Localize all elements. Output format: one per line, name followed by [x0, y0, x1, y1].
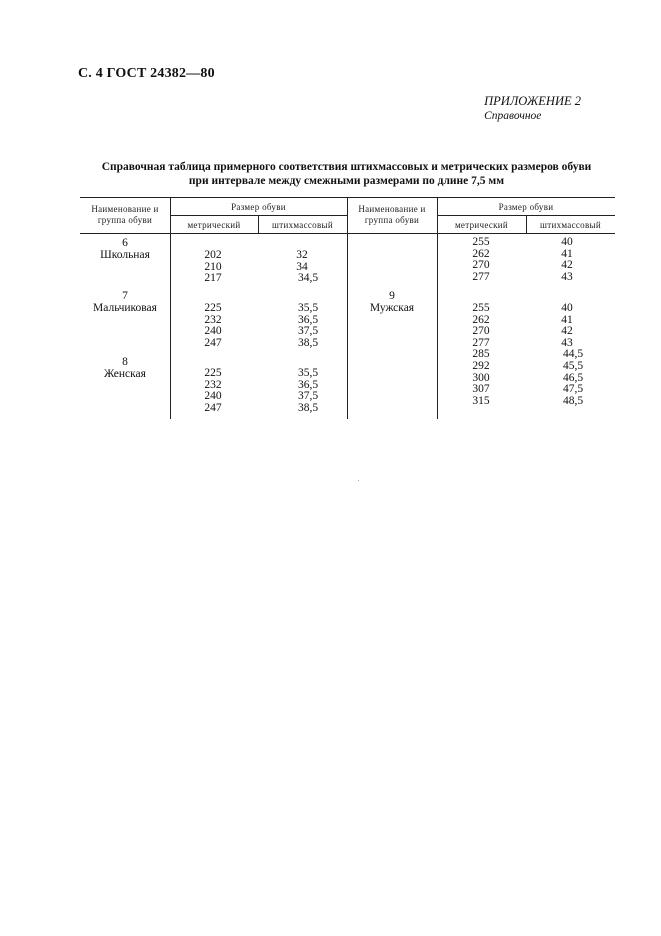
stich-size: 35,5 — [297, 302, 319, 314]
metric-size: 210 — [204, 260, 222, 273]
stich-size: 45,5 — [562, 360, 584, 372]
group-name: Женская — [104, 368, 146, 380]
metric-size: 232 — [204, 378, 222, 391]
stich-size: 43 — [561, 336, 573, 349]
header-size-left: Размер обуви — [231, 202, 286, 212]
stich-size: 43 — [561, 270, 573, 283]
stich-size: 36,5 — [297, 313, 319, 326]
page-header: С. 4 ГОСТ 24382—80 — [78, 66, 215, 81]
stich-size: 40 — [561, 236, 573, 248]
header-group-name-left: Наименование и группа обуви — [91, 204, 159, 225]
metric-size: 285 — [472, 348, 490, 361]
group-number: 6 — [122, 237, 128, 249]
stich-size: 42 — [561, 325, 573, 338]
stich-size: 37,5 — [297, 325, 319, 338]
appendix-title: ПРИЛОЖЕНИЕ 2 — [484, 94, 581, 108]
metric-size: 315 — [472, 394, 490, 407]
metric-size: 202 — [204, 249, 222, 261]
stich-size: 38,5 — [297, 401, 319, 414]
metric-size: 240 — [204, 325, 222, 338]
metric-size: 255 — [472, 236, 490, 248]
stich-size: 35,5 — [297, 367, 319, 379]
group-name: Мужская — [369, 302, 415, 314]
stich-size: 46,5 — [562, 371, 584, 384]
appendix-type: Справочное — [484, 110, 542, 122]
stich-size: 47,5 — [562, 383, 584, 396]
stich-size: 38,5 — [297, 336, 319, 349]
group-number: 8 — [122, 356, 128, 368]
metric-size: 225 — [204, 302, 222, 314]
metric-size: 292 — [472, 360, 490, 372]
size-correspondence-table — [80, 197, 615, 419]
stich-size: 42 — [561, 259, 573, 272]
metric-size: 277 — [472, 336, 490, 349]
stich-size: 34 — [296, 260, 308, 273]
metric-size: 232 — [204, 313, 222, 326]
group-name: Мальчиковая — [93, 302, 157, 314]
metric-size: 247 — [204, 336, 222, 349]
header-stich-right: штихмассовый — [539, 220, 601, 230]
header-size-right: Размер обуви — [498, 202, 554, 212]
metric-size: 240 — [204, 390, 222, 403]
stich-size: 41 — [561, 247, 573, 260]
metric-size: 300 — [472, 371, 490, 384]
metric-size: 247 — [204, 401, 222, 414]
stich-size: 34,5 — [297, 272, 319, 285]
stich-size: 40 — [561, 302, 573, 314]
stich-size: 41 — [561, 313, 573, 326]
metric-size: 262 — [472, 313, 490, 326]
stich-size: 36,5 — [297, 378, 319, 391]
stich-size: 37,5 — [297, 390, 319, 403]
header-stich-left: штихмассовый — [271, 220, 333, 230]
stich-size: 32 — [296, 249, 308, 261]
metric-size: 277 — [472, 270, 490, 283]
metric-size: 225 — [204, 367, 222, 379]
metric-size: 307 — [472, 383, 490, 396]
metric-size: 217 — [204, 272, 222, 285]
metric-size: 270 — [472, 259, 490, 272]
header-metric-left: метрический — [187, 220, 241, 230]
metric-size: 262 — [472, 247, 490, 260]
stich-size: 48,5 — [562, 394, 584, 407]
appendix-label — [484, 94, 581, 124]
metric-size: 270 — [472, 325, 490, 338]
metric-size: 255 — [472, 302, 490, 314]
stich-size: 44,5 — [562, 348, 584, 361]
scan-speck — [358, 480, 359, 481]
header-metric-right: метрический — [454, 220, 509, 230]
group-name: Школьная — [100, 249, 150, 261]
table-title-line-2: при интервале между смежными размерами по длине 7,5 мм — [188, 175, 505, 187]
table-title — [80, 160, 613, 188]
group-number: 7 — [122, 290, 128, 302]
group-number: 9 — [389, 290, 395, 302]
header-group-name-right: Наименование и группа обуви — [358, 204, 426, 225]
table-title-line-1: Справочная таблица примерного соответствия штихмассовых и метрических размеров обуви — [101, 161, 592, 173]
